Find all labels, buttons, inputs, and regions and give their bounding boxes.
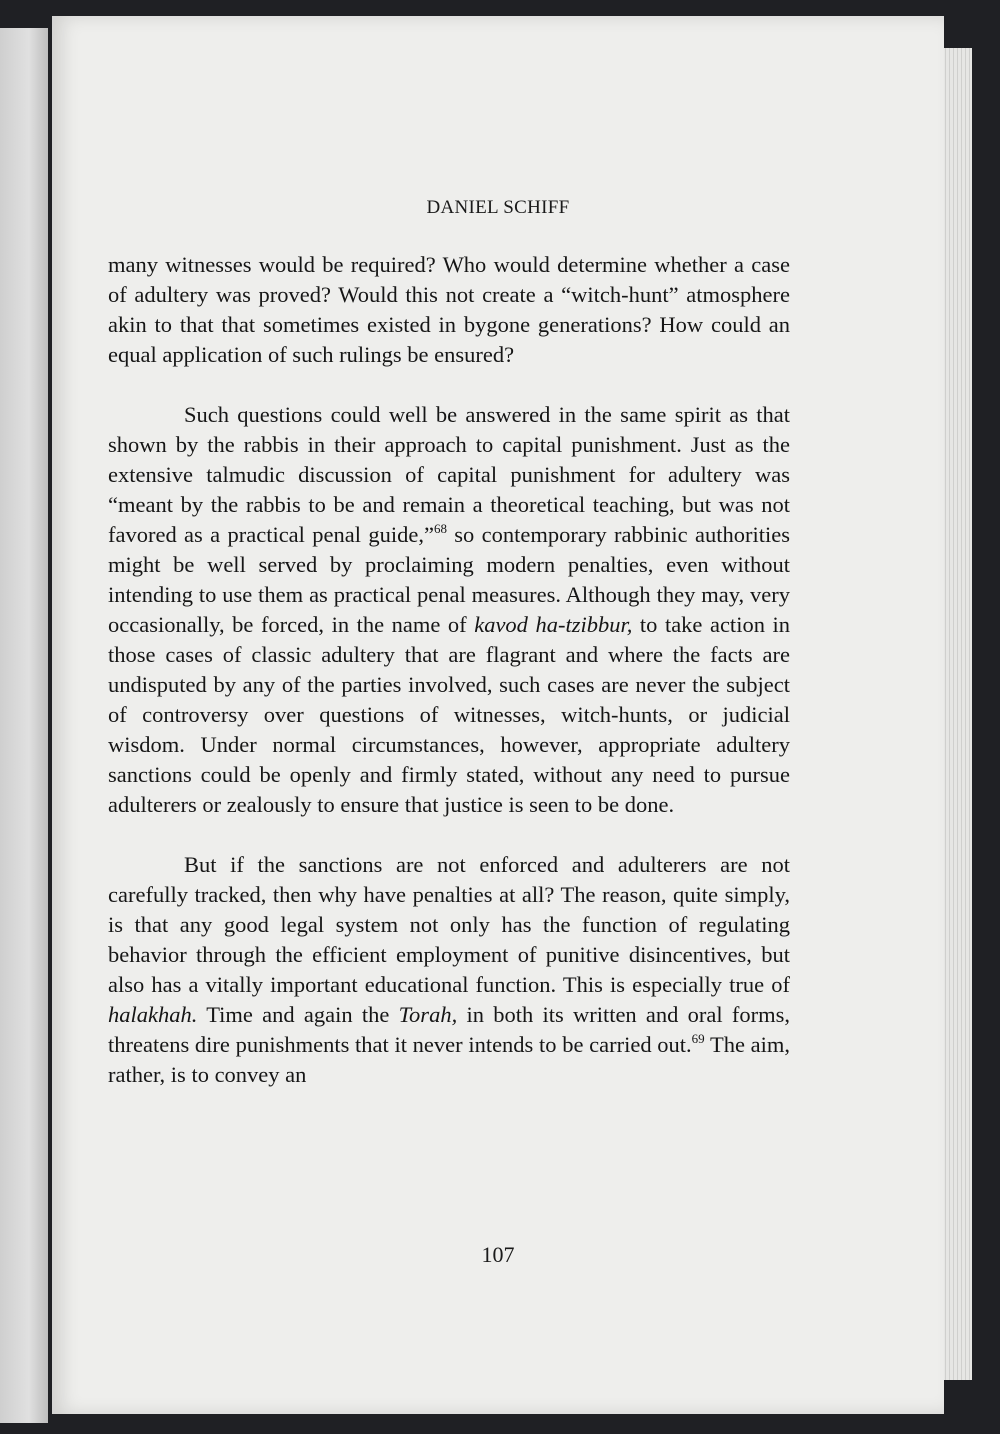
page-number: 107 [481, 1242, 515, 1267]
italic-term: kavod ha-tzibbur, [474, 612, 633, 637]
running-head: DANIEL SCHIFF [426, 197, 570, 218]
text-run: The aim, rather, is to convey an [108, 1032, 790, 1087]
text-run: in both its written and oral forms, threatens dire punishments that it never intends to be carried out. [108, 1002, 791, 1057]
book-page [52, 16, 944, 1414]
body-text [108, 250, 790, 1090]
italic-term: halakhah. [108, 1002, 198, 1027]
footnote-ref-69[interactable]: 69 [691, 1031, 705, 1046]
text-run: so contemporary rabbinic authorities might be well served by proclaiming modern penalties, even without intending to use them as practical penal measures. Although they may, very occasionally, be forced, in the name of [108, 522, 790, 637]
italic-term: Torah, [398, 1002, 458, 1027]
previous-page-edge [0, 28, 48, 1423]
text-run: Time and again the [197, 1002, 399, 1027]
text-run: to take action in those cases of classic adultery that are flagrant and where the facts are undisputed by any of the parties involved, such cases are never the subject of controversy over questions of witnesses, witch-hunts, or judicial wisdom. Under normal circumstances, however, appropriate adultery sanctions could be openly and firmly stated, without any need to pursue adulterers or zealously to ensure that justice is seen to be done. [108, 612, 790, 817]
text-run: Such questions could well be answered in the same spirit as that shown by the rabbis in their approach to capital punishment. Just as the extensive talmudic discussion of capital punishment for adultery was “meant by the rabbis to be and remain a theoretical teaching, but was not favored as a practical penal guide,” [108, 402, 790, 547]
text-run: many witnesses would be required? Who would determine whether a case of adultery was proved? Would this not create a “witch-hunt” atmosphere akin to that that sometimes existed in bygone generations? How could an equal application of such rulings be ensured? [108, 252, 790, 367]
paragraph-1 [108, 250, 790, 370]
text-run: But if the sanctions are not enforced and adulterers are not carefully tracked, then why have penalties at all? The reason, quite simply, is that any good legal system not only has the function of regulating behavior through the efficient employment of punitive disincentives, but also has a vitally important educational function. This is especially true of [108, 852, 790, 997]
paragraph-3 [108, 850, 790, 1090]
paragraph-2 [108, 400, 790, 820]
footnote-ref-68[interactable]: 68 [433, 521, 447, 536]
